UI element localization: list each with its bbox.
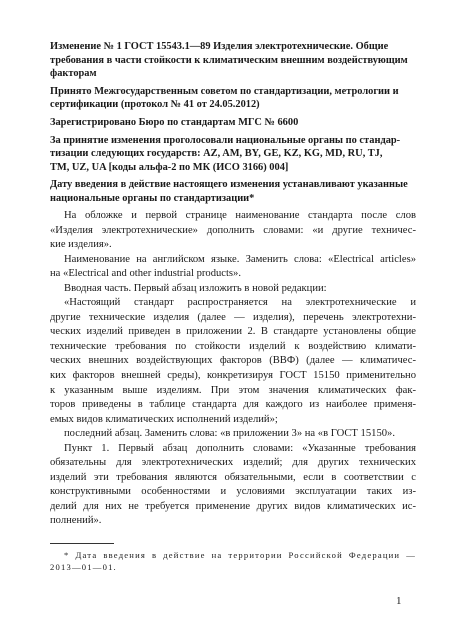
body-line: Пункт 1. Первый абзац дополнить словами: «Указанные требования [64, 442, 416, 454]
body-line: ческих изделий приведен в приложении 2. В стандарте установлены общие [50, 326, 416, 338]
body-line: обязательны для электротехнических изделий; для других технических [50, 457, 416, 469]
page-number: 1 [396, 595, 402, 607]
body-line: изделий эти требования являются обязательными, если в соответствии с [50, 471, 416, 483]
header-line: Принято Межгосударственным советом по стандартизации, метрологии и [50, 85, 399, 97]
body-line: конструктивными особенностями и условиями эксплуатации таких из- [50, 486, 416, 498]
body-line: технические требования по стойкости изделий к воздействию климати- [50, 340, 416, 352]
header-line: тизации следующих государств: AZ, AM, BY, GE, KZ, KG, MD, RU, TJ, [50, 148, 383, 160]
effective-date-statement [50, 178, 416, 205]
body-line: торов приведены в таблице стандарта для каждого из наиболее применя- [50, 399, 416, 411]
header-line: Дату введения в действие настоящего изменения устанавливают указанные [50, 179, 408, 191]
body-line: кие изделия». [50, 239, 112, 251]
body-line: другие технические изделия (далее — изделия), перечень электротехни- [50, 311, 416, 323]
body-line: на «Electrical and other industrial products». [50, 268, 241, 280]
body-line: последний абзац. Заменить слова: «в приложении 3» на «в ГОСТ 15150». [64, 428, 395, 440]
footnote-divider [50, 543, 114, 544]
header-line: За принятие изменения проголосовали национальные органы по стандар- [50, 134, 401, 146]
footnote-line: * Дата введения в действие на территории Российской Федерации — [64, 550, 416, 560]
body-line: емых видов климатических исполнений изделий»; [50, 413, 278, 425]
amendment-title [50, 40, 416, 81]
header-line: Изменение № 1 ГОСТ 15543.1—89 Изделия электротехнические. Общие [50, 41, 389, 52]
header-line: факторам [50, 68, 97, 80]
body-line: «Настоящий стандарт распространяется на электротехнические и [64, 297, 416, 309]
body-line: Вводная часть. Первый абзац изложить в новой редакции: [64, 282, 327, 294]
header-line: национальные органы по стандартизации* [50, 192, 255, 204]
body-line: ческих внешних воздействующих факторов (ВВФ) (далее — климатичес- [50, 355, 416, 367]
body-line: ких факторов внешней среды), конкретизируя ГОСТ 15150 применительно [50, 370, 416, 382]
body-line: Наименование на английском языке. Заменить слова: «Electrical articles» [64, 253, 416, 265]
adoption-statement [50, 85, 416, 112]
header-line: требования в части стойкости к климатическим внешним воздействующим [50, 54, 408, 66]
registration-statement [50, 116, 416, 130]
body-line: делий для них не требуется применение других видов климатических ис- [50, 500, 416, 512]
body-line: На обложке и первой странице наименование стандарта после слов [64, 210, 416, 221]
amendment-body [50, 209, 416, 529]
header-line: TM, UZ, UA [коды альфа-2 по МК (ИСО 3166) 004] [50, 161, 289, 173]
amendment-header [50, 40, 416, 210]
body-line: полнений». [50, 515, 102, 527]
header-line: Зарегистрировано Бюро по стандартам МГС № 6600 [50, 116, 299, 128]
body-line: «Изделия электротехнические» дополнить словами: «и другие техничес- [50, 224, 416, 236]
footnote-line: 2013—01—01. [50, 562, 117, 572]
body-line: к указанным выше изделиям. При этом значения климатических фак- [50, 384, 416, 396]
voting-statement [50, 134, 416, 175]
footnote [50, 549, 416, 573]
header-line: сертификации (протокол № 41 от 24.05.2012) [50, 99, 260, 111]
